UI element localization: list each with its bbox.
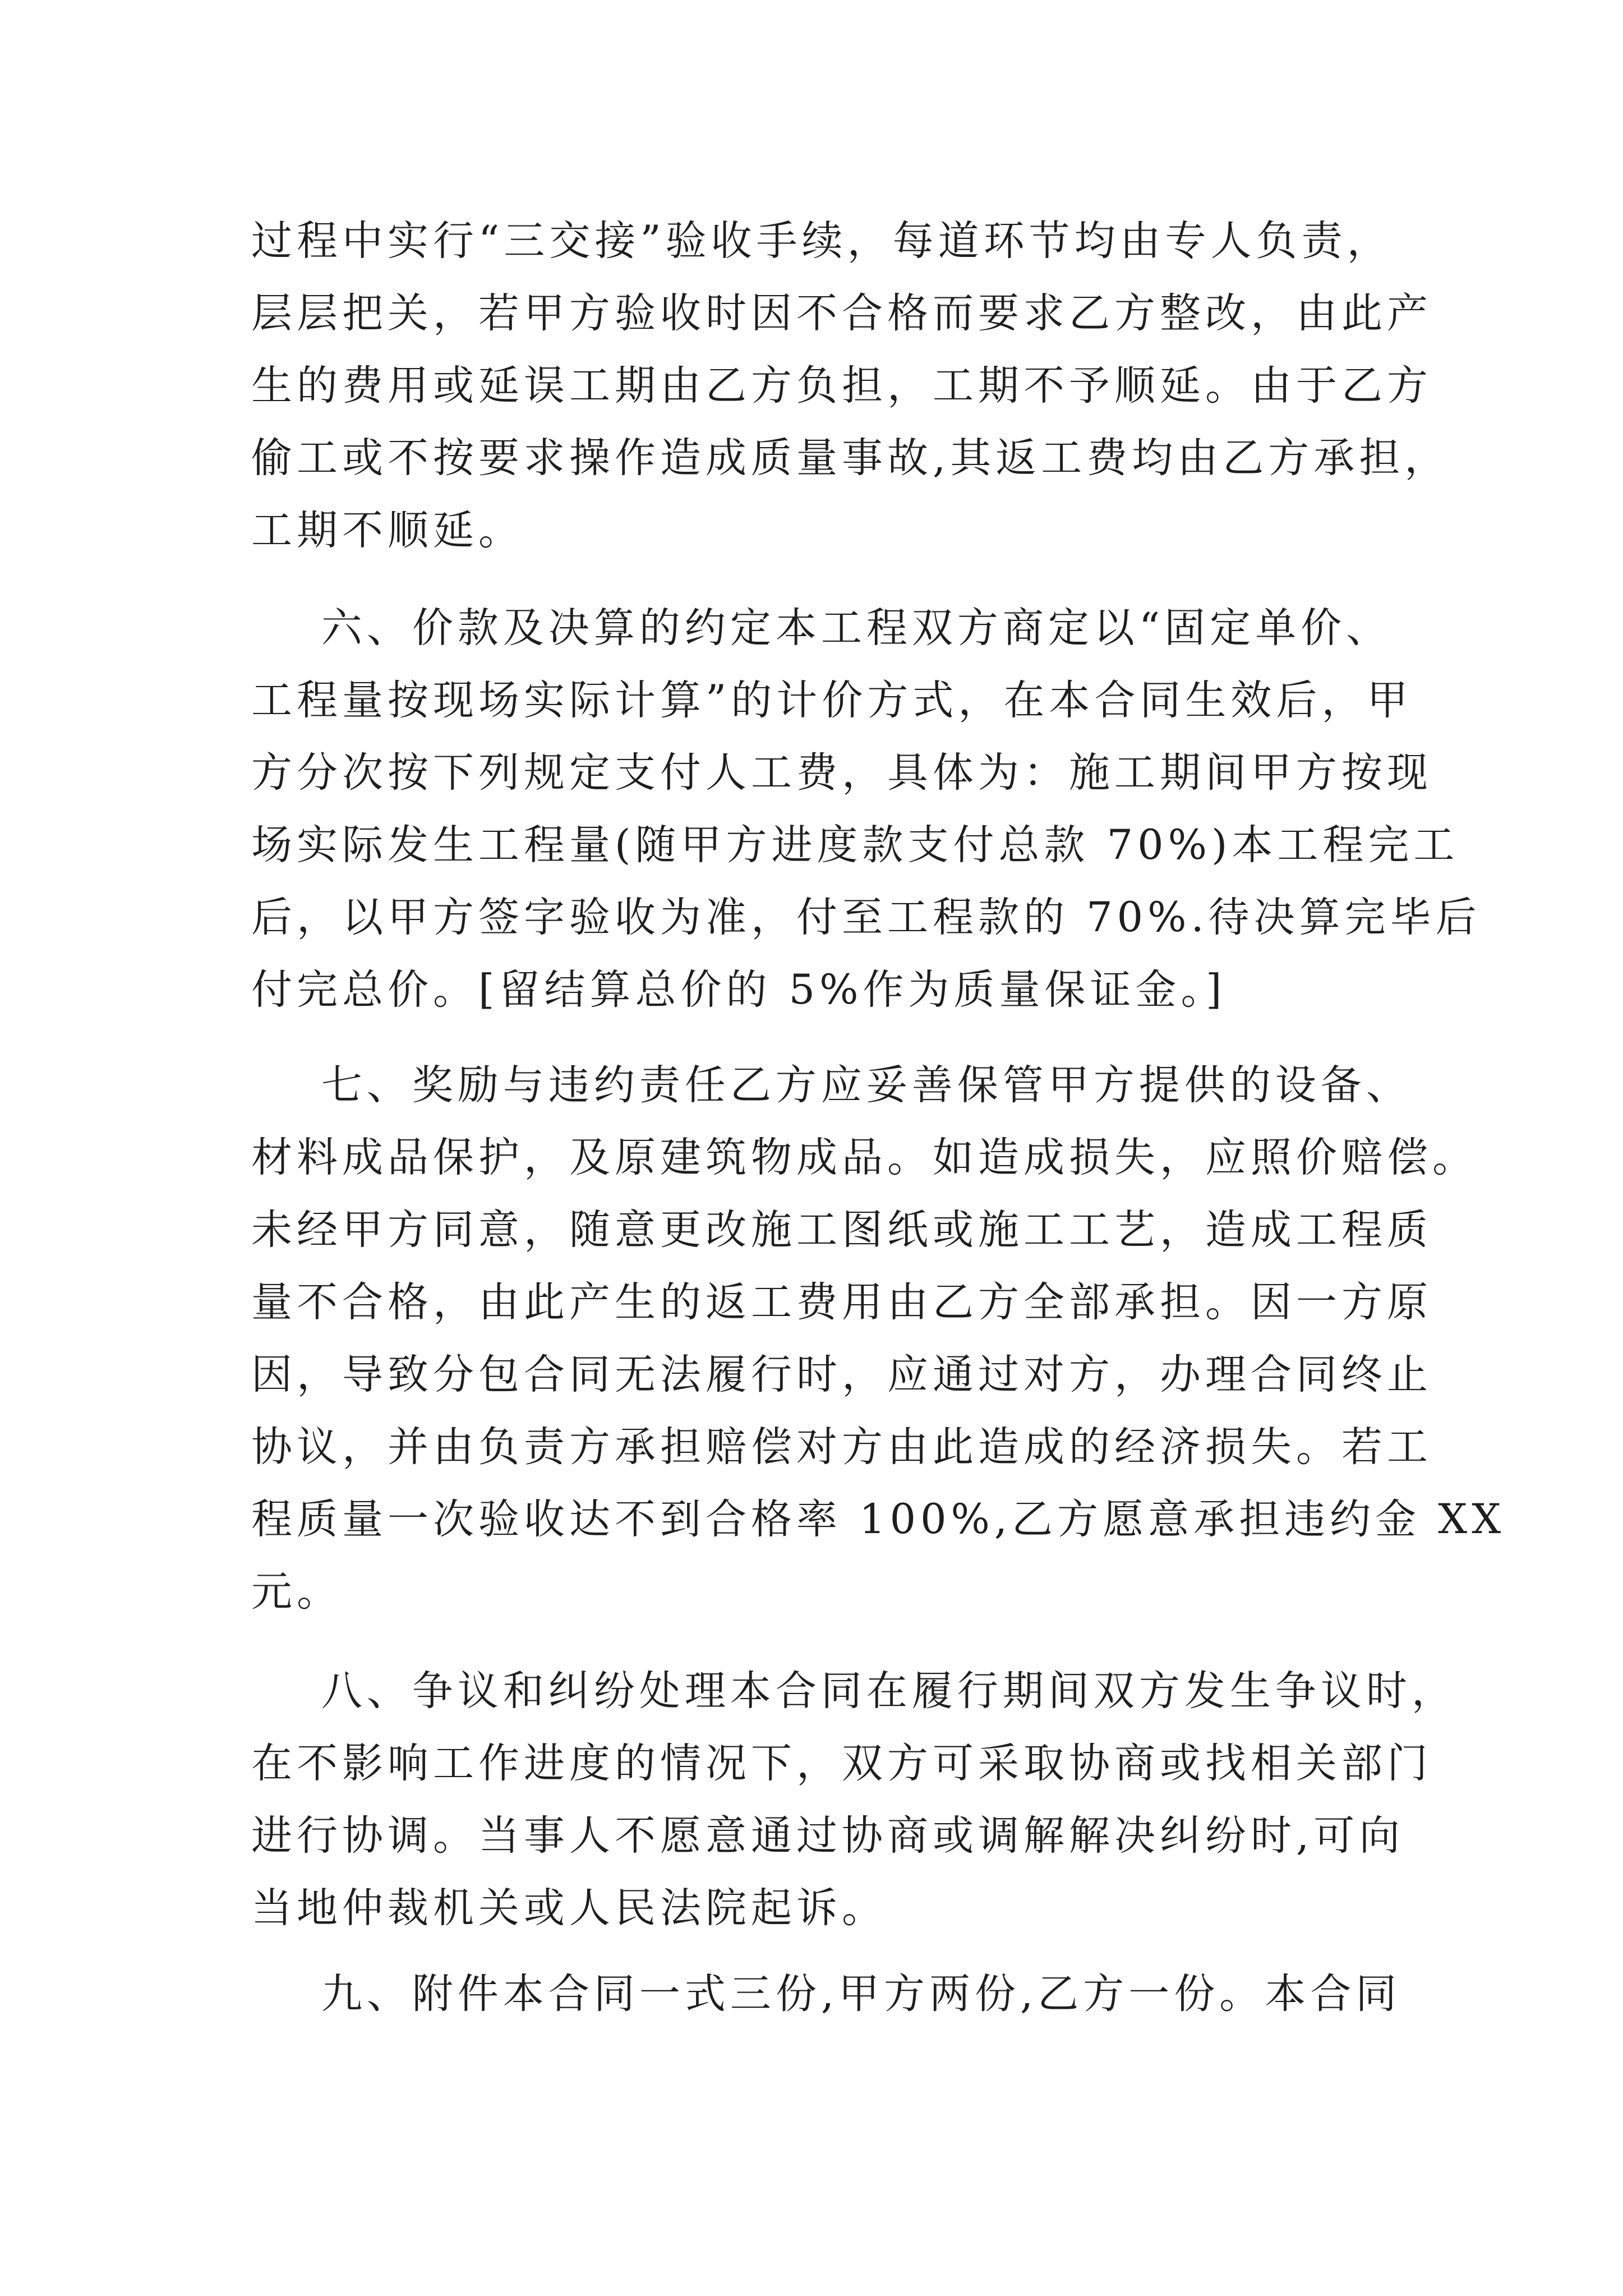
- text-line: 层层把关，若甲方验收时因不合格而要求乙方整改，由此产: [251, 289, 1432, 337]
- text-line: 协议，并由负责方承担赔偿对方由此造成的经济损失。若工: [251, 1423, 1432, 1471]
- text-line: 后，以甲方签字验收为准，付至工程款的 70%.待决算完毕后: [251, 894, 1481, 941]
- text-line: 未经甲方同意，随意更改施工图纸或施工工艺，造成工程质: [251, 1206, 1432, 1254]
- text-line: 当地仲裁机关或人民法院起诉。: [251, 1884, 887, 1932]
- paragraph-section-9-attachments: [251, 1958, 1401, 2030]
- text-line: 付完总价。[留结算总价的 5%作为质量保证金。]: [251, 966, 1227, 1014]
- text-line: 九、附件本合同一式三份,甲方两份,乙方一份。本合同: [251, 1970, 1401, 2018]
- text-line: 六、价款及决算的约定本工程双方商定以“固定单价、: [251, 604, 1392, 652]
- text-line: 因，导致分包合同无法履行时，应通过对方，办理合同终止: [251, 1351, 1432, 1398]
- text-line: 生的费用或延误工期由乙方负担，工期不予顺延。由于乙方: [251, 362, 1432, 409]
- paragraph-quality-handover: [251, 205, 1450, 567]
- text-line: 工程量按现场实际计算”的计价方式，在本合同生效后，甲: [251, 677, 1413, 724]
- text-line: 量不合格，由此产生的返工费用由乙方全部承担。因一方原: [251, 1278, 1432, 1326]
- text-line: 工期不顺延。: [251, 507, 524, 554]
- paragraph-section-6-price: [251, 592, 1481, 1026]
- text-line: 过程中实行“三交接”验收手续，每道环节均由专人负责，: [251, 217, 1393, 265]
- text-line: 程质量一次验收达不到合格率 100%,乙方愿意承担违约金 XX: [251, 1496, 1506, 1543]
- text-line: 进行协调。当事人不愿意通过协商或调解解决纠纷时,可向: [251, 1812, 1405, 1860]
- text-line: 方分次按下列规定支付人工费，具体为：施工期间甲方按现: [251, 749, 1432, 797]
- text-line: 在不影响工作进度的情况下，双方可采取协商或找相关部门: [251, 1740, 1432, 1787]
- text-line: 七、奖励与违约责任乙方应妥善保管甲方提供的设备、: [251, 1061, 1412, 1109]
- text-line: 元。: [251, 1568, 342, 1616]
- text-line: 八、争议和纠纷处理本合同在履行期间双方发生争议时，: [251, 1667, 1457, 1715]
- text-line: 偷工或不按要求操作造成质量事故,其返工费均由乙方承担，: [251, 434, 1450, 482]
- text-line: 材料成品保护，及原建筑物成品。如造成损失，应照价赔偿。: [251, 1134, 1478, 1181]
- text-line: 场实际发生工程量(随甲方进度款支付总款 70%)本工程完工: [251, 821, 1459, 869]
- paragraph-section-8-disputes: [251, 1655, 1457, 1944]
- paragraph-section-7-liability: [251, 1049, 1506, 1628]
